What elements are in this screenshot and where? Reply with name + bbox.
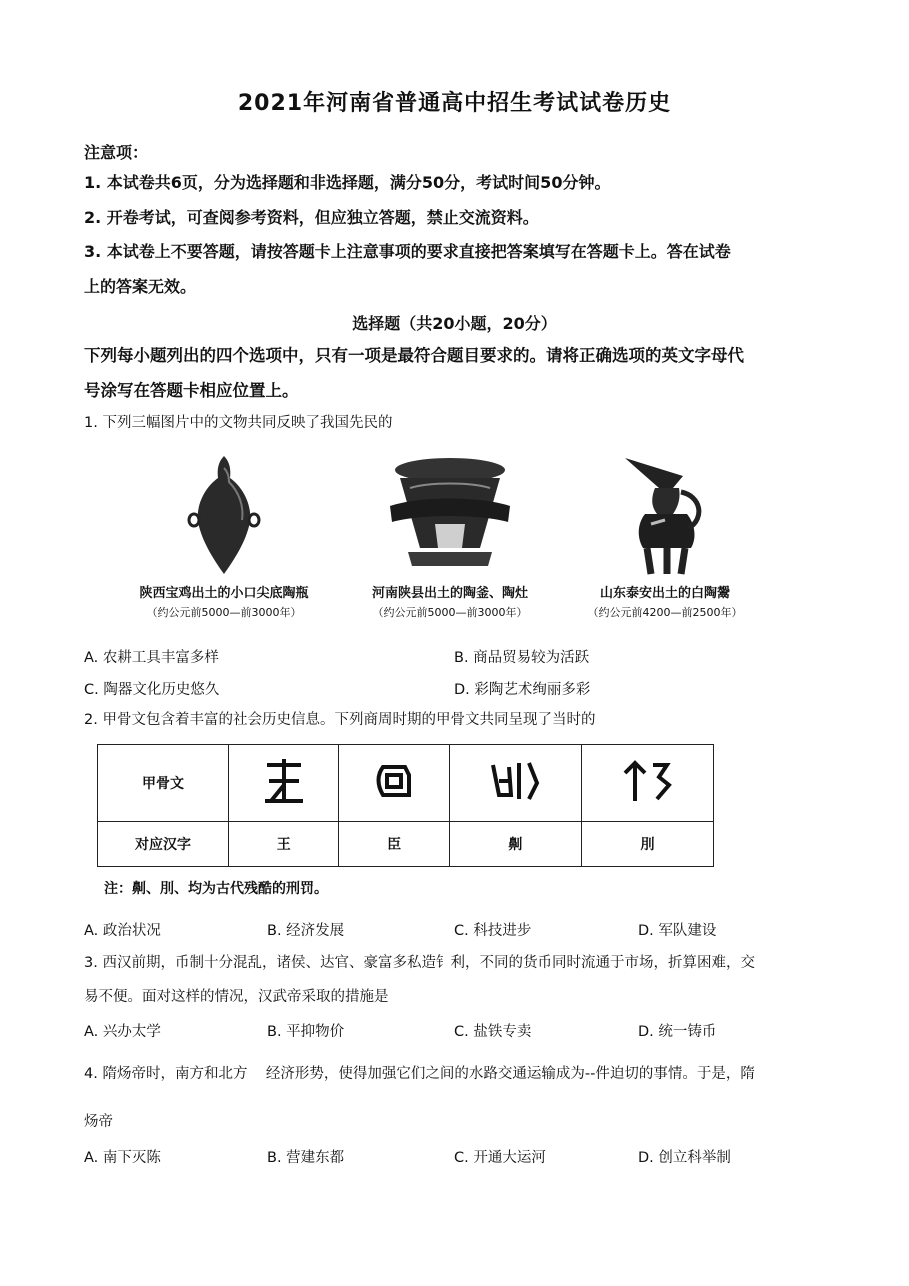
q2-option-c: C. 科技进步 [454,923,532,939]
q4-stem-line1: 4. 隋炀帝时，南方和北方 经济形势，使得加强它们之间的水路交通运输成为--件迫切的事情。于是，隋 [84,1066,755,1082]
q3-option-d: D. 统一铸币 [638,1024,717,1040]
q4-option-a: A. 南下灭陈 [84,1150,161,1166]
q1-option-a: A. 农耕工具丰富多样 [84,650,219,666]
pottery-cauldron-stove-image [380,448,520,578]
q4-stem-line2: 炀帝 [84,1114,113,1130]
q1-option-b: B. 商品贸易较为活跃 [454,650,590,666]
q1-figure-2 [348,448,552,620]
char-wang: 王 [229,822,339,867]
q3-option-b: B. 平抑物价 [267,1024,345,1040]
oracle-glyph-chen-image [369,755,419,807]
q1-stem: 1. 下列三幅图片中的文物共同反映了我国先民的 [84,415,393,431]
char-yue: 刖 [581,822,713,867]
q1-figure-3-caption: 山东泰安出土的白陶鬶 [599,586,730,601]
oracle-bone-table [97,744,714,867]
char-yi: 劓 [449,822,581,867]
q1-figure-2-date: （约公元前5000—前3000年） [372,606,528,619]
q3-stem-line2: 易不便。面对这样的情况，汉武帝采取的措施是 [84,989,389,1005]
oracle-glyph-yi [449,745,581,822]
section-instruction-2: 号涂写在答题卡相应位置上。 [84,381,299,400]
q1-figure-2-caption: 河南陕县出土的陶釜、陶灶 [371,586,528,601]
q2-stem: 2. 甲骨文包含着丰富的社会历史信息。下列商周时期的甲骨文共同呈现了当时的 [84,712,596,728]
q3-stem-line1: 3. 西汉前期，币制十分混乱，诸侯、达官、豪富多私造钅利，不同的货币同时流通于市场，折算困难，交 [84,955,755,971]
q1-figure-3 [570,448,760,620]
section-instruction-1: 下列每小题列出的四个选项中，只有一项是最符合题目要求的。请将正确选项的英文字母代 [84,346,744,365]
oracle-glyph-wang [229,745,339,822]
q4-option-c: C. 开通大运河 [454,1150,546,1166]
notice-heading: 注意项： [84,143,149,162]
oracle-glyph-yi-image [485,755,545,807]
section-title: 选择题（共20小题，20分） [352,314,557,333]
q1-option-c: C. 陶器文化历史悠久 [84,682,220,698]
q2-option-a: A. 政治状况 [84,923,161,939]
notice-item-3-cont: 上的答案无效。 [84,277,197,296]
q2-table-note: 注：劓、刖、均为古代残酷的刑罚。 [104,881,328,897]
q1-figure-1 [118,448,330,620]
notice-item-1: 1. 本试卷共6页，分为选择题和非选择题，满分50分，考试时间50分钟。 [84,173,611,192]
pottery-bottle-image [184,448,264,578]
notice-item-2: 2. 开卷考试，可查阅参考资料，但应独立答题，禁止交流资料。 [84,208,539,227]
q2-option-d: D. 军队建设 [638,923,717,939]
oracle-glyph-chen [339,745,449,822]
q2-option-b: B. 经济发展 [267,923,345,939]
oracle-row2-header: 对应汉字 [98,822,229,867]
white-pottery-gui-image [615,448,715,578]
q3-option-a: A. 兴办太学 [84,1024,161,1040]
q1-option-d: D. 彩陶艺术绚丽多彩 [454,682,591,698]
oracle-glyph-yue [581,745,713,822]
q1-figure-3-date: （约公元前4200—前2500年） [587,606,743,619]
q4-option-b: B. 营建东都 [267,1150,345,1166]
oracle-glyph-wang-image [259,755,309,807]
q3-option-c: C. 盐铁专卖 [454,1024,532,1040]
oracle-row-header: 甲骨文 [98,745,229,822]
char-chen: 臣 [339,822,449,867]
oracle-glyph-yue-image [617,755,677,807]
q1-figure-1-caption: 陕西宝鸡出土的小口尖底陶瓶 [139,586,309,601]
q1-figure-1-date: （约公元前5000—前3000年） [146,606,302,619]
page-title: 2021年河南省普通高中招生考试试卷历史 [237,91,672,116]
q4-option-d: D. 创立科举制 [638,1150,731,1166]
notice-item-3: 3. 本试卷上不要答题，请按答题卡上注意事项的要求直接把答案填写在答题卡上。答在试卷 [84,242,731,261]
